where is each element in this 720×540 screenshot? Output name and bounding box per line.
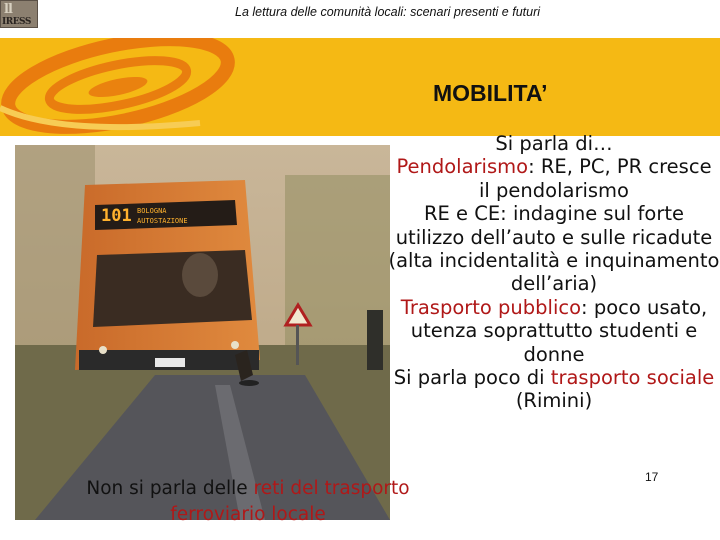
sociale-paragraph [388, 366, 720, 413]
iress-logo [0, 0, 38, 28]
footer-note-term-line2: ferroviario locale [170, 504, 326, 525]
re-ce-paragraph: RE e CE: indagine sul forte utilizzo dell’auto e sulle ricadute (alta incidentalità e inquinamento dell’aria) [388, 202, 720, 296]
page-number: 17 [645, 470, 659, 484]
slide-title: MOBILITA’ [433, 80, 548, 106]
destination-line1: BOLOGNA [137, 207, 167, 215]
pendolarismo-paragraph [388, 155, 720, 202]
footer-note [68, 476, 428, 528]
destination-line2: AUTOSTAZIONE [137, 217, 188, 225]
trasporto-paragraph [388, 296, 720, 366]
logo-text: IRESS [2, 17, 31, 27]
trasporto-text: : poco usato, utenza soprattutto studenti e donne [410, 295, 708, 366]
bus-photo [15, 145, 390, 520]
logo-mark: ll [4, 2, 12, 17]
title-band [0, 38, 720, 136]
footer-note-prefix: Non si parla delle [86, 478, 254, 499]
pendolarismo-term: Pendolarismo [396, 155, 529, 179]
sociale-prefix: Si parla poco di [393, 366, 551, 390]
route-number: 101 [101, 206, 132, 226]
footer-note-term-line1: reti del trasporto [253, 478, 410, 499]
sociale-term: trasporto sociale [550, 366, 715, 390]
intro-line: Si parla di… [495, 132, 613, 155]
sociale-suffix: (Rimini) [515, 389, 593, 413]
trasporto-term: Trasporto pubblico [400, 295, 582, 319]
swoosh-graphic [0, 38, 720, 136]
bullet-text [388, 132, 720, 413]
pendolarismo-text: : RE, PC, PR cresce il pendolarismo [479, 155, 712, 202]
header-subtitle: La lettura delle comunità locali: scenari presenti e futuri [235, 5, 541, 19]
